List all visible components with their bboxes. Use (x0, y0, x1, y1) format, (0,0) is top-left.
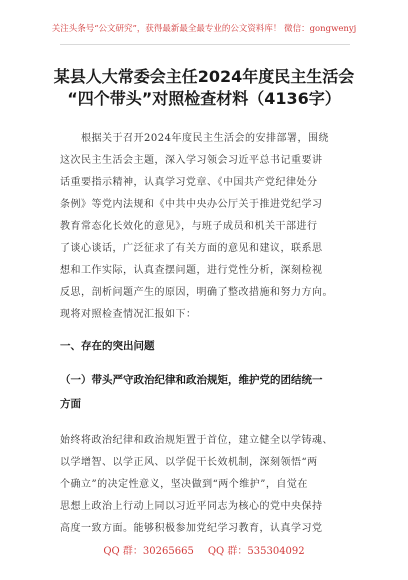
paragraph-line: 高度一致方面。能够积极参加党纪学习教育，认真学习党 (60, 523, 323, 534)
paragraph-line: 思想上政治上行动上同以习近平同志为核心的党中央保持 (60, 501, 323, 512)
title-line-2: “四个带头”对照检查材料（4136字） (67, 89, 341, 108)
section-heading: 一、存在的突出问题 (60, 340, 155, 352)
subsection-heading (60, 368, 350, 416)
paragraph-line: 根据关于召开2024年度民主生活会的安排部署，围绕 (60, 133, 329, 144)
paragraph-line: 教育常态化长效化的意见》，与班子成员和机关干部进行 (60, 221, 318, 232)
paragraph-line: 了谈心谈话，广泛征求了有关方面的意见和建议，联系思 (60, 243, 323, 254)
title-line-1: 某县人大常委会主任2024年度民主生活会 (53, 67, 355, 86)
qq-group-2: QQ 群：535304092 (207, 546, 305, 557)
footer-contact (0, 542, 408, 557)
paragraph-line: 条例》等党内法规和《中共中央办公厅关于推进党纪学习 (60, 199, 323, 210)
paragraph-line: 始终将政治纪律和政治规矩置于首位，建立健全以学铸魂、 (60, 435, 333, 446)
paragraph-line: 话重要指示精神，认真学习党章、《中国共产党纪律处分 (60, 177, 318, 188)
qq-group-1: QQ 群：30265665 (103, 546, 194, 557)
document-title (20, 66, 388, 110)
subsection-heading-line: 方面 (60, 398, 81, 410)
document-body (60, 128, 350, 540)
paragraph-line: 以学增智、以学正风、以学促干长效机制，深刻领悟“两 (60, 457, 318, 468)
paragraph-line: 反思，剖析问题产生的原因，明确了整改措施和努力方向。 (60, 287, 333, 298)
paragraph-line: 现将对照检查情况汇报如下： (60, 309, 197, 320)
intro-paragraph (60, 128, 350, 326)
paragraph-line: 想和工作实际，认真查摆问题，进行党性分析，深刻检视 (60, 265, 323, 276)
paragraph-line: 个确立”的决定性意义，坚决做到“两个维护”，自觉在 (60, 479, 308, 490)
subsection-heading-line: （一）带头严守政治纪律和政治规矩，维护党的团结统一 (60, 374, 323, 386)
paragraph-line: 这次民主生活会主题，深入学习领会习近平总书记重要讲 (60, 155, 323, 166)
header-divider (60, 44, 350, 45)
subsection-paragraph (60, 430, 350, 540)
promo-banner: 关注头条号“公文研究”，获得最新最全最专业的公文资料库！ 微信：gongwenyj (51, 24, 357, 34)
